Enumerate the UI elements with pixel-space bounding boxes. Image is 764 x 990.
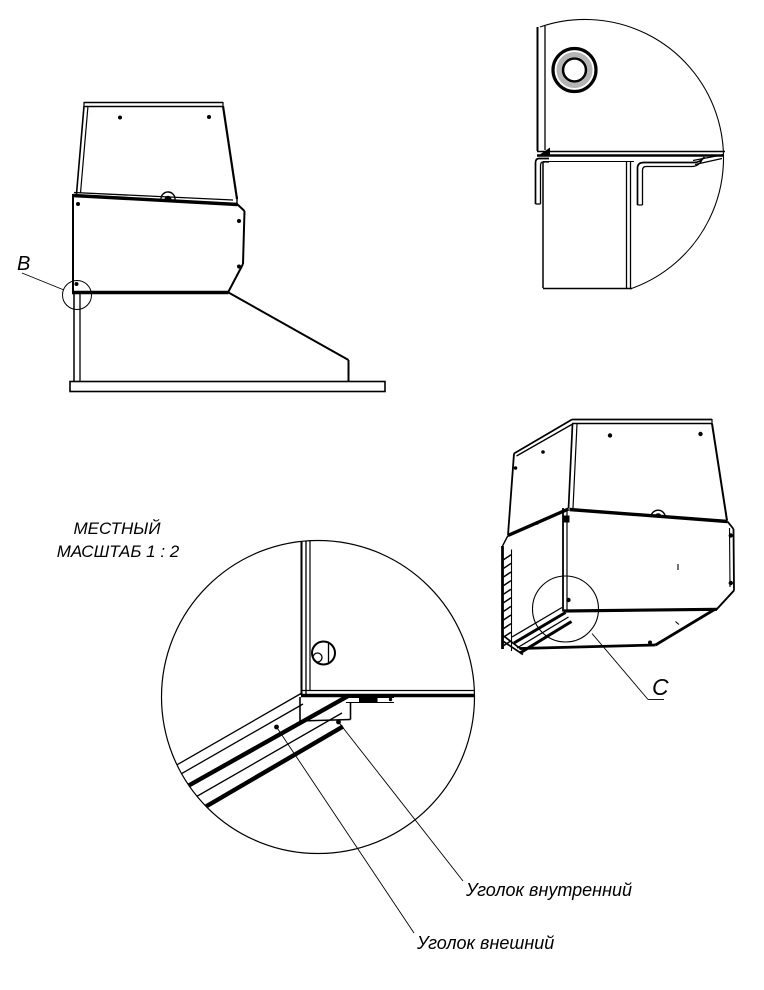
- corner-fastener: [563, 516, 570, 523]
- label-detail-b: В: [17, 253, 31, 275]
- screw-dot: [207, 115, 211, 119]
- side-view: [17, 102, 385, 392]
- base-plate: [70, 382, 385, 392]
- label-detail-c: С: [652, 674, 669, 700]
- leader-line-c: [592, 634, 648, 700]
- screw-dot: [75, 282, 79, 286]
- right-hook-bracket: [638, 157, 705, 205]
- detail-circle-c: [533, 576, 599, 642]
- leader-line-inner: [339, 722, 464, 881]
- label-local-view-line1: МЕСТНЫЙ: [73, 519, 161, 538]
- vent-grille: [504, 555, 512, 646]
- label-local-view-line2: МАСШТАБ 1 : 2: [56, 542, 180, 561]
- screw-dot: [729, 533, 733, 537]
- screw-dot: [237, 219, 241, 223]
- screw-in-hole: [312, 642, 335, 665]
- screw-dot: [566, 598, 570, 602]
- screw-dot: [648, 641, 652, 645]
- screw-dot: [76, 202, 80, 206]
- isometric-view: [503, 419, 735, 700]
- label-callout-inner: Уголок внутренний: [466, 880, 633, 900]
- grommet-hole: [553, 49, 596, 92]
- leader-line-b: [22, 273, 64, 290]
- leader-line-outer: [277, 727, 415, 933]
- screw-dot: [698, 432, 702, 436]
- screw-dot: [608, 433, 612, 437]
- label-callout-outer: Уголок внешний: [417, 933, 555, 953]
- screw-dot: [237, 265, 241, 269]
- screw-dot: [541, 450, 545, 454]
- screw-dot: [514, 466, 518, 470]
- detail-view-b: [536, 19, 726, 289]
- screw-dot: [729, 581, 733, 585]
- screw-dot: [118, 116, 122, 120]
